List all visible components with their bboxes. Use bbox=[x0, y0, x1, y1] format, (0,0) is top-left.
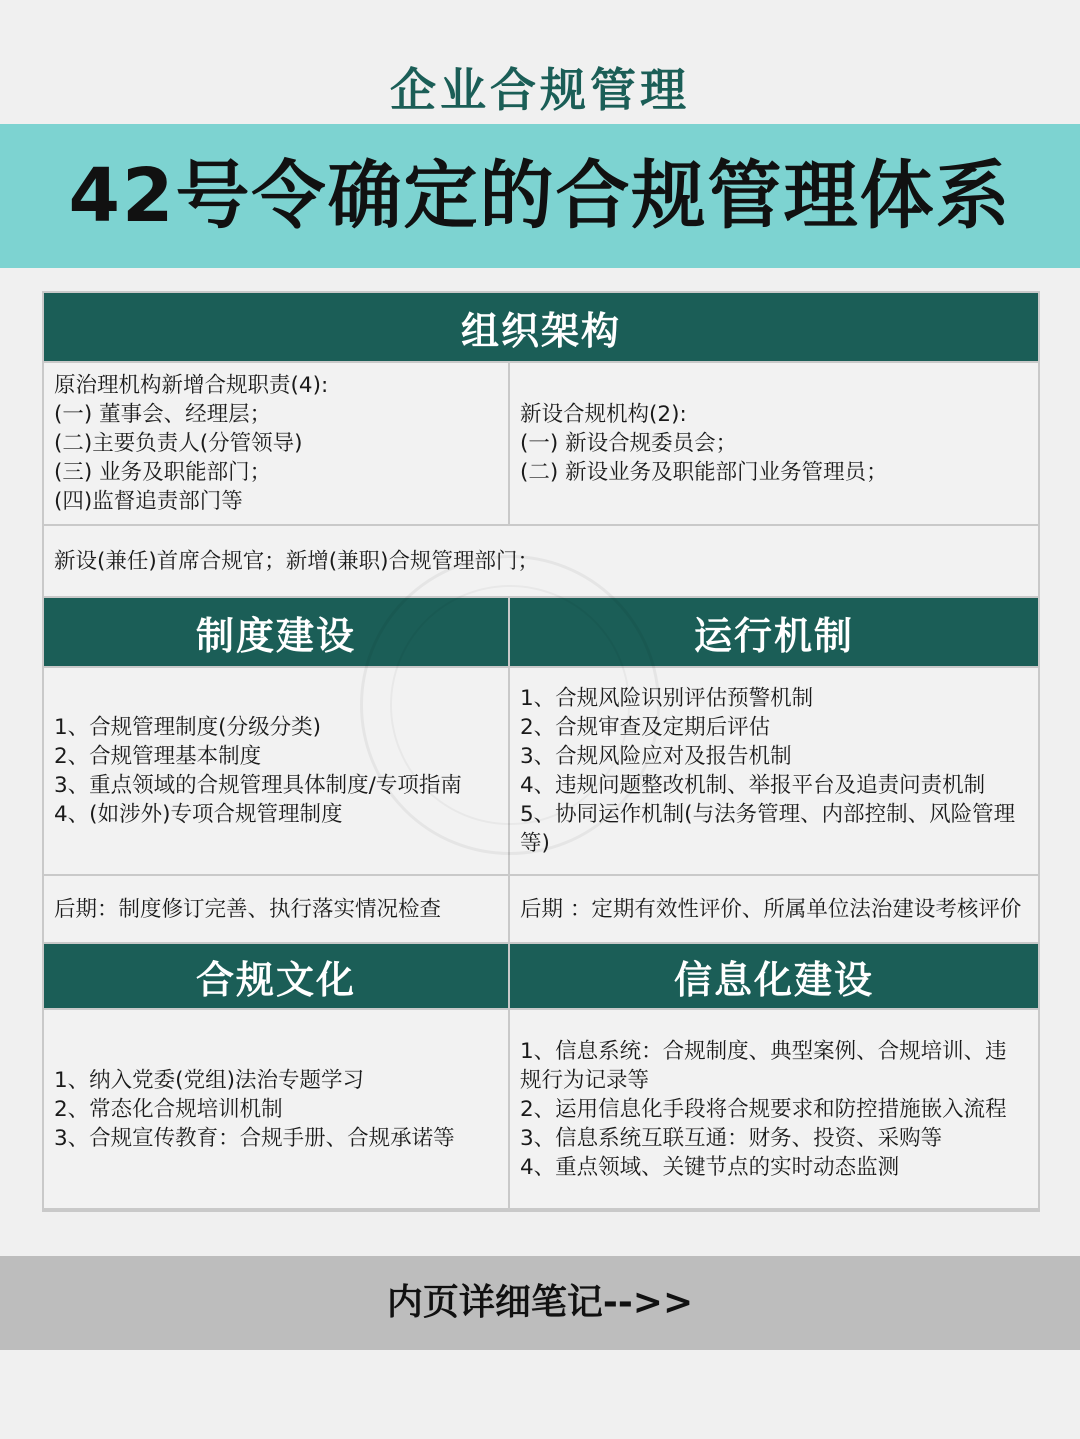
operation-item: 2、合规审查及定期后评估 bbox=[520, 715, 771, 740]
org-full-cell bbox=[44, 526, 1040, 598]
footer-banner[interactable]: 内页详细笔记-->> bbox=[0, 1256, 1080, 1350]
info-item: 4、重点领域、关键节点的实时动态监测 bbox=[520, 1154, 900, 1180]
culture-item: 3、合规宣传教育：合规手册、合规承诺等 bbox=[54, 1125, 455, 1151]
org-right-cell bbox=[510, 363, 1040, 526]
culture-header: 合规文化 bbox=[44, 944, 510, 1010]
org-full-line: 新设(兼任)首席合规官；新增(兼职)合规管理部门； bbox=[54, 548, 540, 574]
org-right-line: 新设合规机构(2): bbox=[520, 402, 687, 427]
org-header: 组织架构 bbox=[44, 293, 1040, 363]
org-right-line: (二) 新设业务及职能部门业务管理员； bbox=[520, 460, 888, 485]
system-header: 制度建设 bbox=[44, 598, 510, 668]
info-item: 2、运用信息化手段将合规要求和防控措施嵌入流程 bbox=[520, 1096, 1007, 1122]
info-header: 信息化建设 bbox=[510, 944, 1040, 1010]
org-right-line: (一) 新设合规委员会； bbox=[520, 431, 738, 456]
page-title: 42号令确定的合规管理体系 bbox=[68, 153, 1012, 239]
system-later: 后期：制度修订完善、执行落实情况检查 bbox=[54, 896, 442, 922]
culture-item: 2、常态化合规培训机制 bbox=[54, 1096, 283, 1122]
page-subtitle: 企业合规管理 bbox=[390, 63, 690, 117]
org-left-cell bbox=[44, 363, 510, 526]
info-item: 3、信息系统互联互通：财务、投资、采购等 bbox=[520, 1125, 943, 1151]
system-item: 2、合规管理基本制度 bbox=[54, 744, 262, 769]
system-item: 1、合规管理制度(分级分类) bbox=[54, 715, 321, 740]
org-left-line: (一) 董事会、经理层； bbox=[54, 402, 272, 427]
operation-item: 3、合规风险应对及报告机制 bbox=[520, 744, 792, 769]
operation-item: 5、协同运作机制(与法务管理、内部控制、风险管理等) bbox=[520, 802, 1016, 856]
system-item: 3、重点领域的合规管理具体制度/专项指南 bbox=[54, 773, 462, 798]
operation-later-cell bbox=[510, 876, 1040, 944]
culture-items-cell bbox=[44, 1010, 510, 1210]
org-left-line: 原治理机构新增合规职责(4): bbox=[54, 373, 329, 398]
system-item: 4、(如涉外)专项合规管理制度 bbox=[54, 802, 343, 827]
compliance-table bbox=[42, 291, 1040, 1212]
title-banner bbox=[0, 124, 1080, 268]
info-items-cell bbox=[510, 1010, 1040, 1210]
org-left-line: (三) 业务及职能部门； bbox=[54, 460, 272, 485]
operation-items-cell bbox=[510, 668, 1040, 876]
culture-item: 1、纳入党委(党组)法治专题学习 bbox=[54, 1067, 364, 1093]
system-items-cell bbox=[44, 668, 510, 876]
operation-later: 后期 ：定期有效性评价、所属单位法治建设考核评价 bbox=[520, 896, 1022, 922]
system-later-cell bbox=[44, 876, 510, 944]
operation-item: 4、违规问题整改机制、举报平台及追责问责机制 bbox=[520, 773, 986, 798]
org-left-line: (四)监督追责部门等 bbox=[54, 489, 243, 514]
operation-item: 1、合规风险识别评估预警机制 bbox=[520, 686, 814, 711]
org-left-line: (二)主要负责人(分管领导) bbox=[54, 431, 303, 456]
operation-header: 运行机制 bbox=[510, 598, 1040, 668]
info-item: 1、信息系统：合规制度、典型案例、合规培训、违规行为记录等 bbox=[520, 1038, 1007, 1093]
